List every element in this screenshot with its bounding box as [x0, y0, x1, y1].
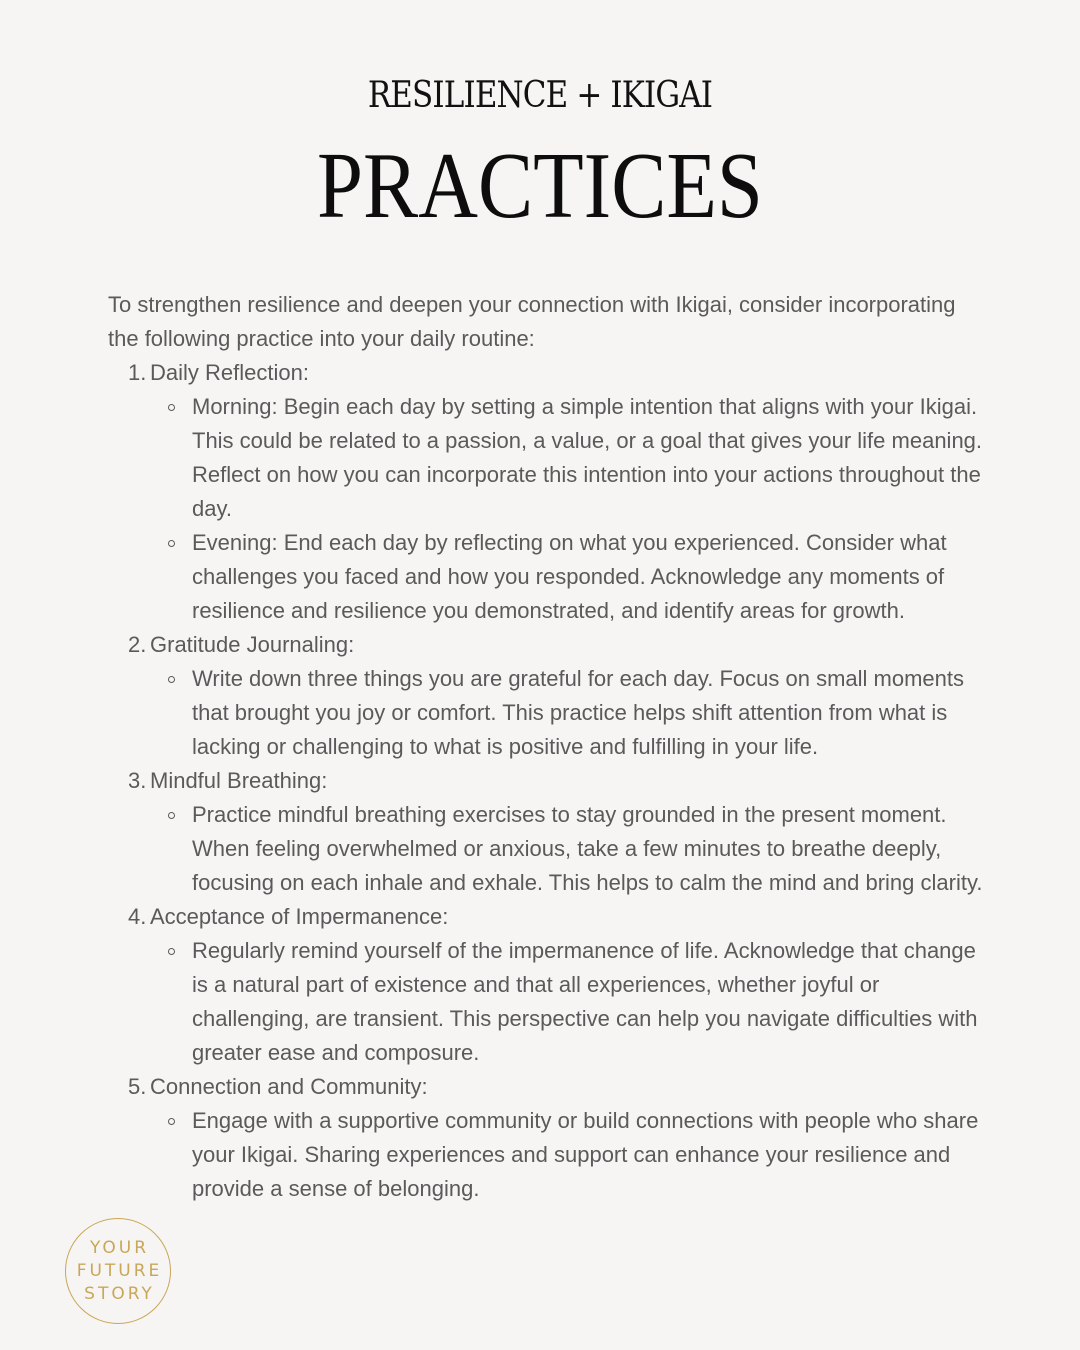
circle-bullet-icon [168, 812, 175, 819]
practice-point-text: Engage with a supportive community or build connections with people who share your Ikigai. Sharing experiences and support can enhance your resilience and provide a sense of belonging. [192, 1108, 979, 1201]
practice-item [108, 356, 988, 628]
practice-heading [108, 764, 988, 798]
circle-bullet-icon [168, 404, 175, 411]
intro-paragraph: To strengthen resilience and deepen your connection with Ikigai, consider incorporating the following practice into your daily routine: [108, 292, 956, 351]
practice-points [108, 798, 988, 900]
logo-line-your: YOUR [89, 1237, 150, 1258]
practice-points [108, 662, 988, 764]
practices-body [108, 288, 988, 1206]
practice-title: Connection and Community: [150, 1074, 428, 1099]
practice-number: 1. [128, 360, 147, 385]
practice-point-text: Morning: Begin each day by setting a simple intention that aligns with your Ikigai. This could be related to a passion, a value, or a goal that gives your life meaning. Reflect on how you can incorporate this intention into your actions throughout the day. [192, 394, 983, 521]
practice-point-text: Regularly remind yourself of the impermanence of life. Acknowledge that change is a natural part of existence and that all experiences, whether joyful or challenging, are transient. This perspective can help you navigate difficulties with greater ease and composure. [192, 938, 978, 1065]
practice-item [108, 1070, 988, 1206]
practices-list [108, 356, 988, 1206]
practice-title: Acceptance of Impermanence: [150, 904, 449, 929]
practice-point-text: Write down three things you are grateful for each day. Focus on small moments that brought you joy or comfort. This practice helps shift attention from what is lacking or challenging to what is positive and fulfilling in your life. [192, 666, 964, 759]
circle-bullet-icon [168, 676, 175, 683]
practice-number: 3. [128, 768, 147, 793]
page-subtitle: RESILIENCE + IKIGAI [367, 75, 713, 116]
practice-point-text: Practice mindful breathing exercises to stay grounded in the present moment. When feeling overwhelmed or anxious, take a few minutes to breathe deeply, focusing on each inhale and exhale. This helps to calm the mind and bring clarity. [192, 802, 983, 895]
practice-title: Gratitude Journaling: [150, 632, 355, 657]
practice-heading [108, 356, 988, 390]
circle-bullet-icon [168, 1118, 175, 1125]
practice-title: Daily Reflection: [150, 360, 309, 385]
logo-line-story: STORY [84, 1283, 155, 1304]
practice-heading [108, 1070, 988, 1104]
practice-item [108, 764, 988, 900]
page-title: PRACTICES [317, 134, 763, 238]
practice-point [108, 526, 988, 628]
practice-number: 5. [128, 1074, 147, 1099]
practice-points [108, 1104, 988, 1206]
practice-point [108, 934, 988, 1070]
practice-number: 4. [128, 904, 147, 929]
practice-point [108, 798, 988, 900]
practice-item [108, 628, 988, 764]
logo-line-future: FUTURE [76, 1260, 163, 1281]
practice-points [108, 934, 988, 1070]
practice-heading [108, 900, 988, 934]
practice-point-text: Evening: End each day by reflecting on what you experienced. Consider what challenges you faced and how you responded. Acknowledge any moments of resilience and resilience you demonstrated, and identify areas for growth. [192, 530, 947, 623]
practice-title: Mindful Breathing: [150, 768, 328, 793]
practice-number: 2. [128, 632, 147, 657]
practice-item [108, 900, 988, 1070]
practice-point [108, 390, 988, 526]
circle-bullet-icon [168, 948, 175, 955]
practice-points [108, 390, 988, 628]
circle-bullet-icon [168, 540, 175, 547]
practice-point [108, 662, 988, 764]
practice-point [108, 1104, 988, 1206]
your-future-story-logo [65, 1218, 171, 1324]
practice-heading [108, 628, 988, 662]
